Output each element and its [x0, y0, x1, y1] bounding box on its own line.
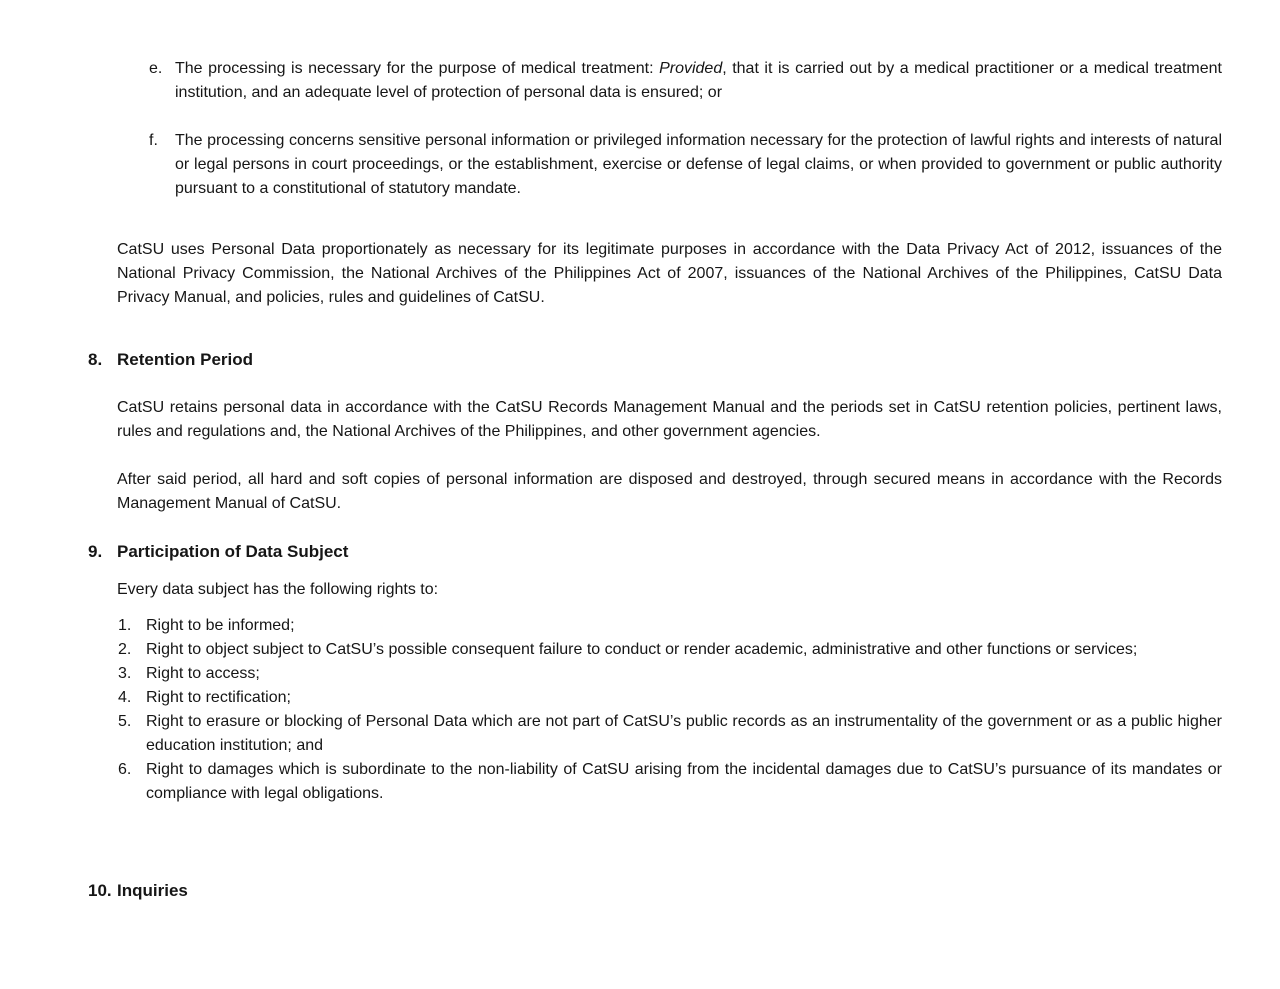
list-item	[118, 710, 1222, 758]
list-item	[118, 638, 1222, 662]
section-9-number: 9.	[88, 542, 103, 561]
right-5-text: Right to erasure or blocking of Personal Data which are not part of CatSU’s public records as an instrumentality of the government or as a public higher education institution; and	[146, 713, 1222, 754]
list-item	[118, 662, 1222, 686]
list-item-f-marker: f.	[149, 132, 158, 149]
section-8-paragraph-1: CatSU retains personal data in accordance with the CatSU Records Management Manual and the periods set in CatSU retention policies, pertinent laws, rules and regulations and, the National Archives of the Philippines, and other government agencies.	[117, 399, 1222, 440]
right-1-text: Right to be informed;	[146, 617, 295, 634]
list-item	[118, 686, 1222, 710]
list-item-e	[149, 57, 1222, 105]
section-8-title: Retention Period	[117, 350, 254, 369]
section-8-heading	[88, 348, 1222, 372]
section-9-title: Participation of Data Subject	[117, 542, 349, 561]
right-4-marker: 4.	[118, 689, 132, 706]
section-8-number: 8.	[88, 350, 103, 369]
right-6-marker: 6.	[118, 761, 132, 778]
section-9-intro: Every data subject has the following rights to:	[117, 581, 439, 598]
list-item-e-marker: e.	[149, 60, 163, 77]
section-8-paragraph-2: After said period, all hard and soft copies of personal information are disposed and destroyed, through secured means in accordance with the Records Management Manual of CatSU.	[117, 471, 1222, 512]
right-4-text: Right to rectification;	[146, 689, 291, 706]
paragraph-catsu-uses: CatSU uses Personal Data proportionately as necessary for its legitimate purposes in accordance with the Data Privacy Act of 2012, issuances of the National Privacy Commission, the National Archives of the Philippines Act of 2007, issuances of the National Archives of the Philippines, CatSU Data Privacy Manual, and policies, rules and guidelines of CatSU.	[117, 241, 1222, 306]
section-10-title: Inquiries	[117, 881, 188, 900]
list-item-e-text-after: , that it is carried out by a medical practitioner or a medical treatment institution, and an adequate level of protection of personal data is ensured; or	[175, 60, 1222, 101]
list-item-f-text: The processing concerns sensitive personal information or privileged information necessary for the protection of lawful rights and interests of natural or legal persons in court proceedings, or the establishment, exercise or defense of legal claims, or when provided to government or public authority pursuant to a constitutional of statutory mandate.	[175, 132, 1222, 197]
list-item-f	[149, 129, 1222, 201]
right-2-marker: 2.	[118, 641, 132, 658]
right-5-marker: 5.	[118, 713, 132, 730]
list-item-e-text-before: The processing is necessary for the purpose of medical treatment:	[175, 60, 660, 77]
right-1-marker: 1.	[118, 617, 132, 634]
right-3-marker: 3.	[118, 665, 132, 682]
right-6-text: Right to damages which is subordinate to the non-liability of CatSU arising from the incidental damages due to CatSU’s pursuance of its mandates or compliance with legal obligations.	[146, 761, 1222, 802]
section-9-heading	[88, 540, 1222, 564]
right-3-text: Right to access;	[146, 665, 260, 682]
right-2-text: Right to object subject to CatSU’s possible consequent failure to conduct or render academic, administrative and other functions or services;	[146, 641, 1138, 658]
list-item	[118, 758, 1222, 806]
rights-list	[118, 614, 1222, 806]
section-10-heading	[88, 879, 1222, 903]
list-item-e-text	[175, 57, 1222, 105]
list-item	[118, 614, 1222, 638]
section-10-number: 10.	[88, 881, 112, 900]
list-item-e-italic-word: Provided	[659, 60, 723, 77]
